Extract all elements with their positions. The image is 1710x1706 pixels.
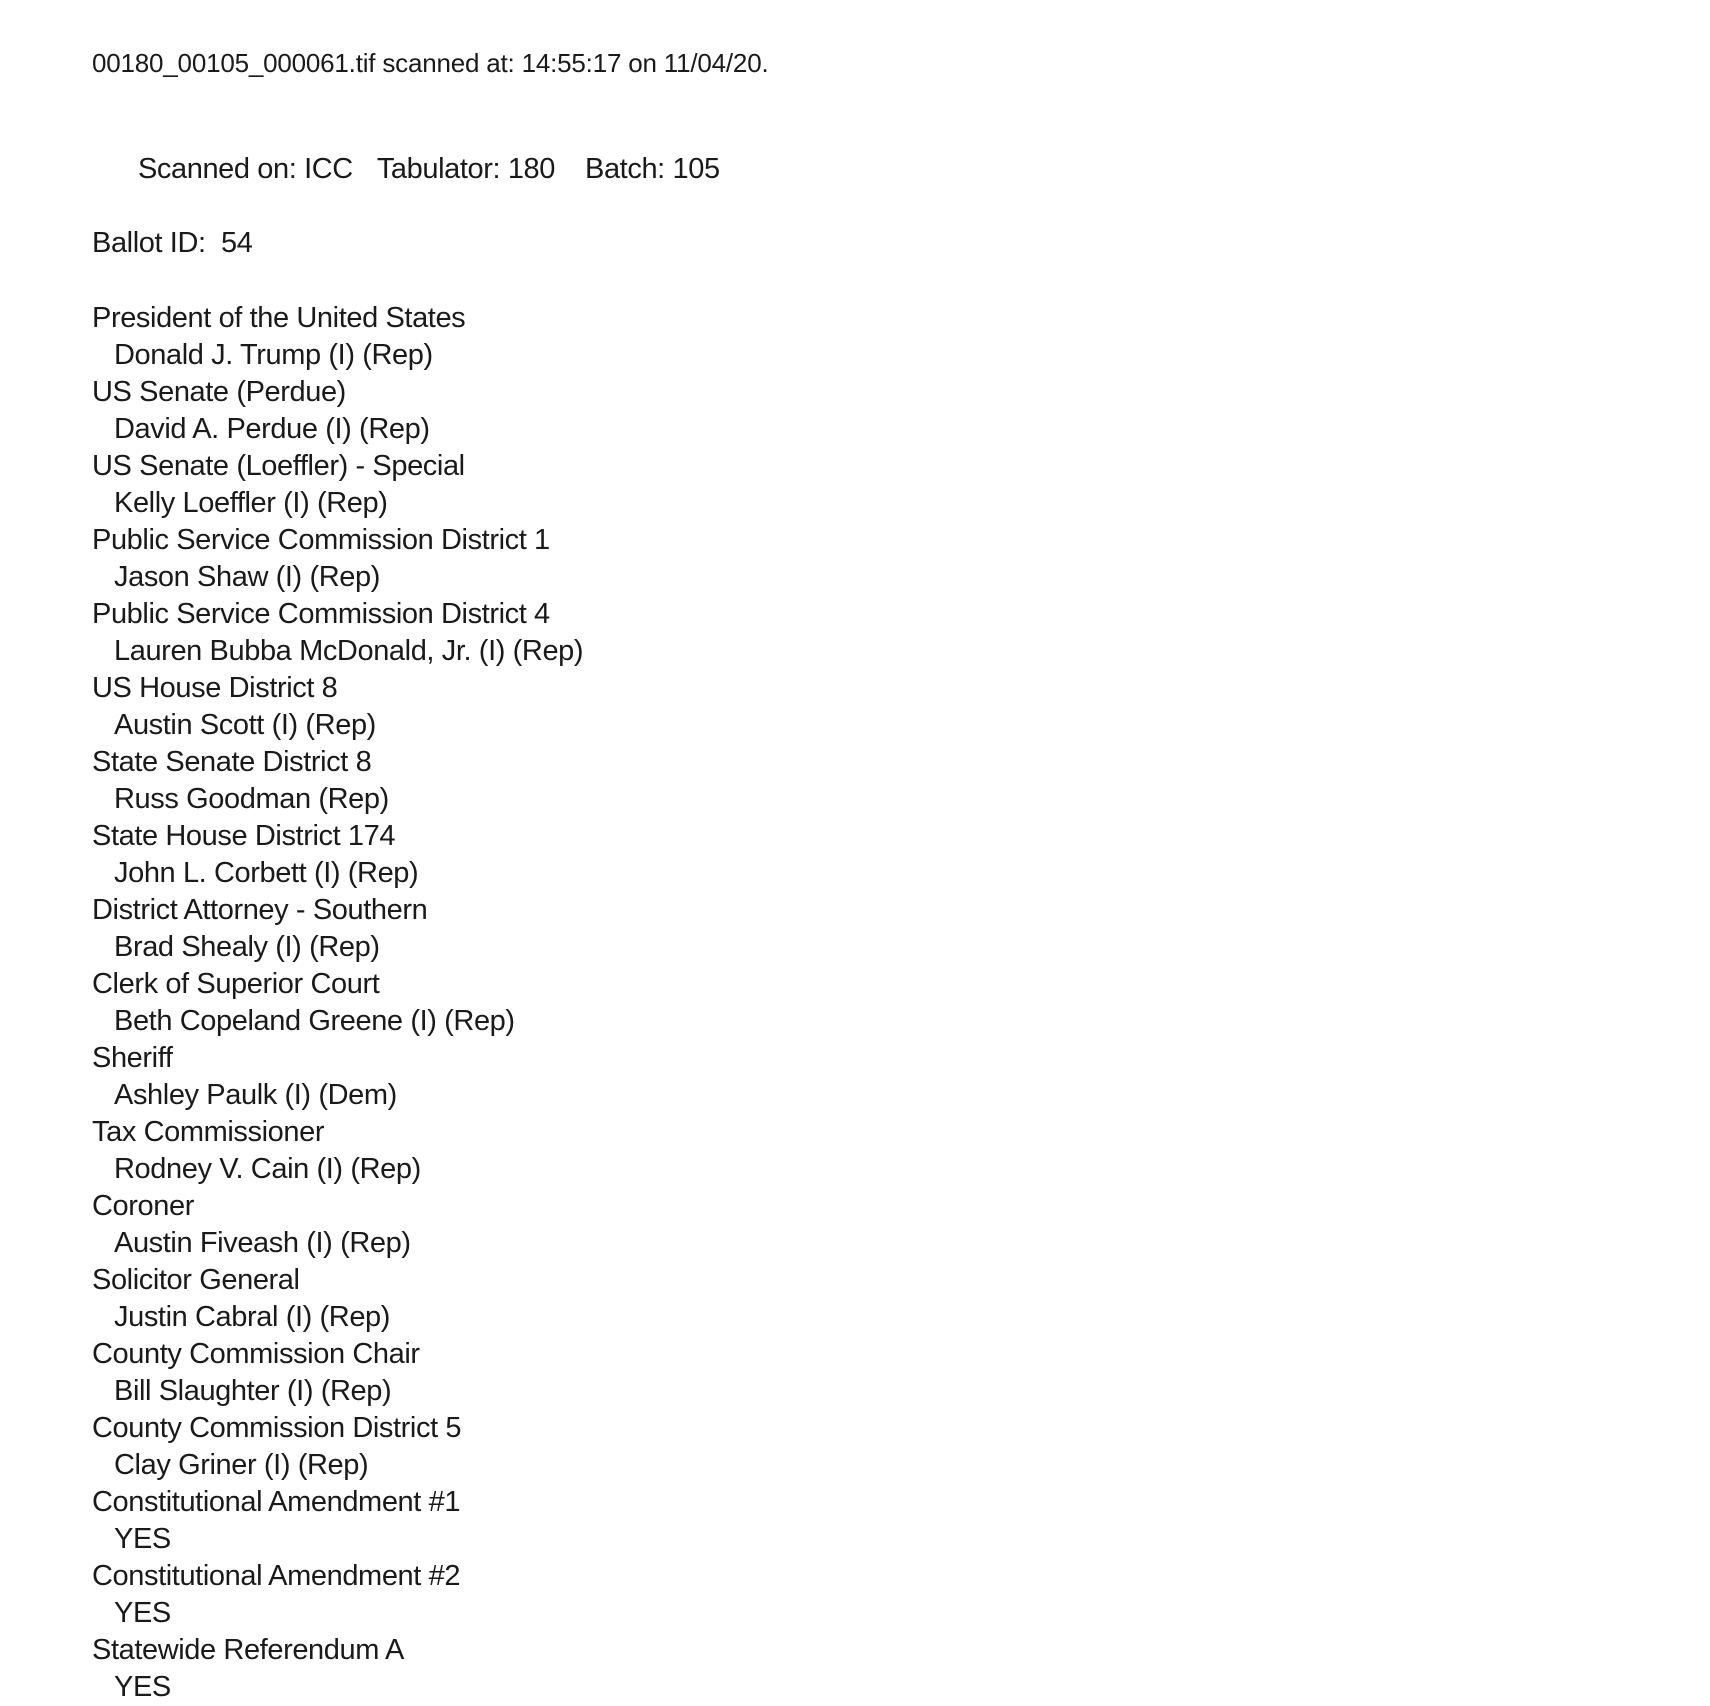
contest-choice: Jason Shaw (I) (Rep) xyxy=(114,561,380,593)
contest-name: President of the United States xyxy=(92,302,466,334)
contest-choice: Justin Cabral (I) (Rep) xyxy=(114,1301,391,1333)
scan-meta-line xyxy=(92,114,1670,225)
contest-name: County Commission District 5 xyxy=(92,1412,462,1444)
scanned-on-value: Scanned on: ICC xyxy=(137,153,353,185)
contest-choice: Russ Goodman (Rep) xyxy=(114,783,389,815)
contest-name: State House District 174 xyxy=(92,820,396,852)
contest-name: Constitutional Amendment #1 xyxy=(92,1486,461,1518)
contest-name: County Commission Chair xyxy=(92,1338,420,1370)
contest-choice: Austin Scott (I) (Rep) xyxy=(114,709,376,741)
contest-choice: Clay Griner (I) (Rep) xyxy=(114,1449,369,1481)
contest-choice: Lauren Bubba McDonald, Jr. (I) (Rep) xyxy=(114,635,584,667)
contest-choice: Brad Shealy (I) (Rep) xyxy=(114,931,380,963)
contest-name: US House District 8 xyxy=(92,672,338,704)
contest-name: Statewide Referendum A xyxy=(92,1634,404,1666)
contest-choice: Donald J. Trump (I) (Rep) xyxy=(114,339,433,371)
contest-choice: Ashley Paulk (I) (Dem) xyxy=(114,1079,397,1111)
contest-choice: Rodney V. Cain (I) (Rep) xyxy=(114,1153,421,1185)
contest-name: State Senate District 8 xyxy=(92,746,372,778)
contest-choice: Austin Fiveash (I) (Rep) xyxy=(114,1227,411,1259)
contest-name: Constitutional Amendment #2 xyxy=(92,1560,461,1592)
tabulator-value: Tabulator: 180 xyxy=(376,153,556,185)
contest-choice: YES xyxy=(114,1597,171,1629)
contest-choice: John L. Corbett (I) (Rep) xyxy=(114,857,419,889)
ballot-id-line: Ballot ID: 54 xyxy=(92,227,253,259)
scan-meta-block xyxy=(92,114,1670,262)
contest-name: Public Service Commission District 1 xyxy=(92,524,550,556)
contest-name: Public Service Commission District 4 xyxy=(92,598,550,630)
contest-choice: Kelly Loeffler (I) (Rep) xyxy=(114,487,388,519)
contest-name: US Senate (Loeffler) - Special xyxy=(92,450,465,482)
contest-name: Sheriff xyxy=(92,1042,173,1074)
scan-filename-line: 00180_00105_000061.tif scanned at: 14:55:17 on 11/04/20. xyxy=(92,48,769,78)
contest-name: Coroner xyxy=(92,1190,194,1222)
contest-choice: David A. Perdue (I) (Rep) xyxy=(114,413,430,445)
contest-choice: Beth Copeland Greene (I) (Rep) xyxy=(114,1005,515,1037)
contest-name: US Senate (Perdue) xyxy=(92,376,346,408)
contest-name: Solicitor General xyxy=(92,1264,300,1296)
contest-name: Clerk of Superior Court xyxy=(92,968,380,1000)
contest-choice: YES xyxy=(114,1523,171,1555)
contest-name: District Attorney - Southern xyxy=(92,894,428,926)
batch-value: Batch: 105 xyxy=(585,153,720,185)
contest-choice: YES xyxy=(114,1671,171,1703)
contest-name: Tax Commissioner xyxy=(92,1116,325,1148)
contest-choice: Bill Slaughter (I) (Rep) xyxy=(114,1375,392,1407)
contest-list xyxy=(92,300,1670,1706)
